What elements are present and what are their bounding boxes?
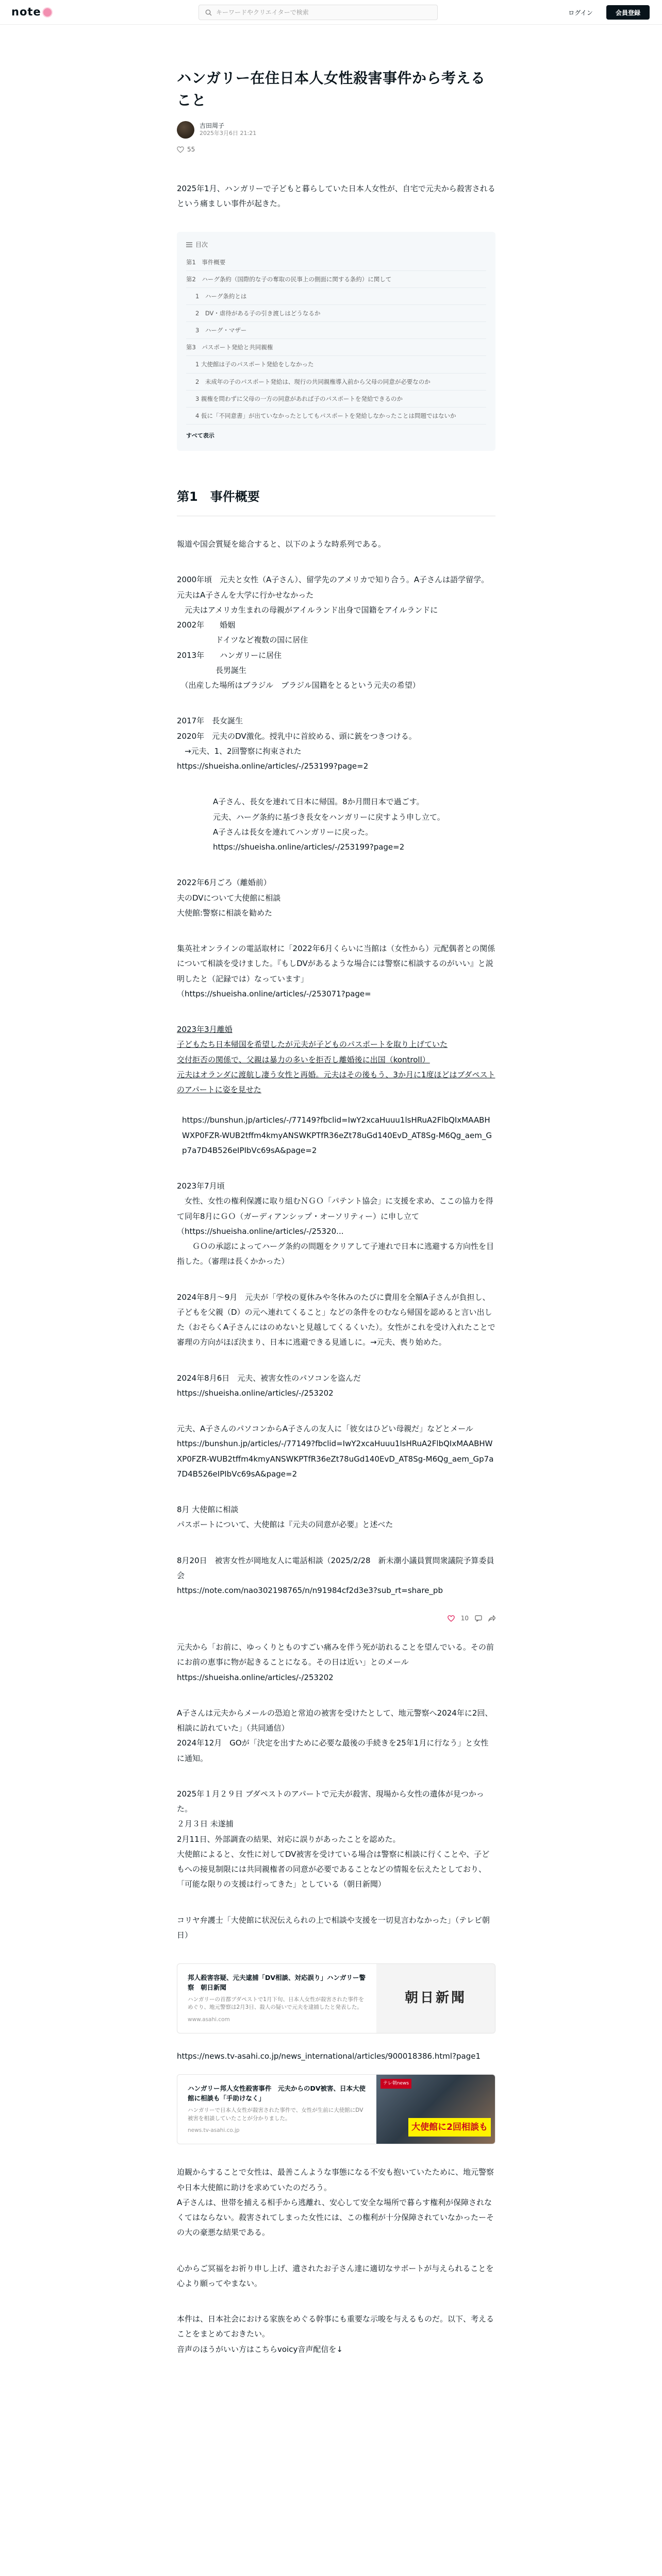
comment-icon[interactable] [475,1615,482,1622]
timeline-paragraph: 2024年8月～9月 元夫が「学校の夏休みや冬休みのたびに費用を全額A子さんが負担し、子どもを父親（D）の元へ連れてくること」などの条件をのむなら帰国を認めると言い出した（おそらくA子さんにはのめないと見越してくるくいた）。女性がこれを受け入れたことで審理の方向がほぼ決まり、日本に逃避できる見通しに。→元夫、喪り始めた。 [177,1292,495,1347]
timeline-paragraph: 2023年3月離婚 子どもたち日本帰国を希望したが元夫が子どものパスポートを取り上げていた 交付拒否の関係で、父親は暴力の多いを拒否し離婚後に出国（kontroll） 元夫はオランダに渡航し凄う女性と再婚。元夫はその後もう、3か月に1度ほどはブダペストのアパートに姿を見せた [177,1025,495,1095]
timeline-paragraph: 2023年7月頃 女性、女性の権利保護に取り組むＮＧＯ「パテント協会」に支援を求め、ここの協力を得て同年8月にＧＯ（ガーディアンシップ・オーソリティー）に申し立て（https://shueisha.online/articles/-/25320... ＧＯの承認によってハーグ条約の問題をクリアして子連れで日本に逃避する方向性を目指した。（審理は長くかかった） [177,1181,494,1266]
search-input[interactable] [216,9,422,16]
logo-flower-icon [43,8,52,16]
link-card-domain: www.asahi.com [188,2016,230,2023]
link-card-title: ハンガリー邦人女性殺害事件 元夫からのDV被害、日本大使館に相談も「手助けなく」 [188,2084,366,2103]
quote-paragraph: 集英社オンラインの電話取材に「2022年6月くらいに当館は（女性から）元配偶者との関係について相談を受けました。『もしDVがあるような場合には警察に相談するのがいい』と説明したと（記録では）なっています」 [177,944,495,984]
article-link[interactable]: https://shueisha.online/articles/-/253199?page=2 [213,842,405,852]
paragraph: 2025年１月２９日 ブダペストのアパートで元夫が殺害、現場から女性の遺体が見つかった。 ２月３日 未遂捕 2月11日、外部調査の結果、対応に誤りがあったことを認めた。 大使館によると、女性に対してDV被害を受けている場合は警察に相談に行くことや、子どもへの接見制限には共同親権者の同意が必要であることなどの情報を伝えたとしており、「可能な限りの支援は行ってきた」としている（朝日新聞） [177,1789,490,1889]
timeline-paragraph: 8月 大使館に相談 パスポートについて、大使館は『元夫の同意が必要』と述べた [177,1505,393,1530]
indented-paragraph: A子さん、長女を連れて日本に帰国。8か月間日本で過ごす。 元夫、ハーグ条約に基づき長女をハンガリーに戻すよう申し立て。 A子さんは長女を連れてハンガリーに戻った。 [213,797,445,837]
table-of-contents [177,232,495,451]
link-card-description: ハンガリーで日本人女性が殺害された事件で、女性が生前に大使館にDV被害を相談していたことが分かりました。 [188,2107,363,2122]
link-card-body [177,1964,376,2033]
paragraph: 元夫から「お前に、ゆっくりとものすごい痛みを伴う死が訪れることを望んでいる。その前にお前の恵事に物が起きることになる。その日は近い」とのメール https://shueisha.online/articles/-/253202 [177,1642,494,1682]
signup-button[interactable]: 会員登録 [606,5,650,20]
toc-heading[interactable] [186,239,486,251]
toc-item[interactable]: 1 ハーグ条約とは [186,288,486,305]
timeline-paragraph: 2000年頃 元夫と女性（A子さん）、留学先のアメリカで知り合う。A子さんは語学留学。元夫はA子さんを大学に行かせなかった 元夫はアメリカ生まれの母親がアイルランド出身で国籍をアイルランドに 2002年 婚姻 ドイツなど複数の国に居住 2013年 ハンガリーに居住 長男誕生 （出産した場所はブラジル ブラジル国籍をとるという元夫の希望） [177,575,489,690]
timeline-paragraph: 元夫、A子さんのパソコンからA子さんの友人に「彼女はひどい母親だ」などとメール [177,1424,473,1434]
link-card-domain: news.tv-asahi.co.jp [188,2127,240,2134]
heart-icon[interactable] [177,146,184,153]
list-icon [186,242,192,247]
toc-item[interactable]: 第1 事件概要 [186,254,486,271]
paragraph: 本件は、日本社会における家族をめぐる幹事にも重要な示唆を与えるものだ。以下、考えることをまとめておきたい。 音声のほうがいい方はこちらvoicy音声配信を↓ [177,2314,494,2354]
embed-link-card[interactable] [177,2074,495,2144]
author-name[interactable]: 吉田周子 [200,122,225,130]
top-header [0,0,662,25]
like-count: 10 [460,1615,469,1622]
timeline-paragraph: 8月20日 被害女性が岡地友人に電話相談（2025/2/28 新未潮小議員質問衆議院予算委員会 [177,1555,494,1580]
paragraph: コリヤ弁護士「大使館に状況伝えられの上で相談や支援を一切見言わなかった」（テレビ朝日） [177,1915,490,1940]
timeline-paragraph: 2024年8月6日 元夫、被害女性のパソコンを盗んだ [177,1373,361,1383]
link-card-body [177,2075,376,2144]
article [177,67,495,2357]
link-card-title: 邦人殺害容疑、元夫逮捕「DV相談、対応誤り」ハンガリー警察 朝日新聞 [188,1974,366,1991]
floating-action-bar [177,1613,495,1624]
paragraph: 報道や国会質疑を総合すると、以下のような時系列である。 [177,539,386,549]
author-meta [200,122,256,138]
article-link[interactable]: https://bunshun.jp/articles/-/77149?fbclid=IwY2xcaHuuu1lsHRuA2FlbQIxMAABHWXP0FZR-WUB2tffm4kmyANSWKPTfR36eZt78uGd140EvD_AT8Sg-M6Qg_aem_Gp7a7D4B526eIPIbVc69sA&page=2 [182,1115,492,1155]
news-tag: テレ朝news [380,2079,411,2089]
article-link[interactable]: https://note.com/nao302198765/n/n91984cf2d3e3?sub_rt=share_pb [177,1586,443,1596]
link-card-thumbnail [376,2075,495,2144]
article-title: ハンガリー在住日本人女性殺害事件から考えること [177,70,486,109]
toc-item[interactable]: 第2 ハーグ条約（国際的な子の奪取の民事上の側面に関する条約）に関して [186,271,486,288]
article-link[interactable]: https://news.tv-asahi.co.jp/news_international/articles/900018386.html?page1 [177,2052,481,2061]
paragraph: 迫観からすることで女性は、最善こんような事態になる不安も抱いていたために、地元警察や日本大使館に助けを求めていたのだろう。 A子さんは、世帯を捕える相手から逃離れ、安心して安全な場所で暮らす権利が保障されなくてはならない。殺害されてしまった女性には、この権利が十分保障されていなかったーその大の豪悪な結果である。 [177,2167,494,2238]
search-box[interactable] [198,5,438,20]
news-caption: 大使館に2回相談も [408,2118,491,2137]
logo-text: note [11,6,41,19]
link-card-thumbnail [376,1964,495,2033]
article-link[interactable]: （https://shueisha.online/articles/-/253071?page= [177,989,371,998]
paragraph: 心からご冥福をお祈り申し上げ、遺されたお子さん達に適切なサポートが与えられることを心より願ってやまない。 [177,2263,494,2288]
article-lead: 2025年1月、ハンガリーで子どもと暮らしていた日本人女性が、自宅で元夫から殺害されるという痛ましい事件が起きた。 [177,183,495,208]
link-card-description: ハンガリーの首都ブダペストで1月下旬、日本人女性が殺害された事件をめぐり、地元警察は2月3日、殺人の疑いで元夫を逮捕したと発表した。 [188,1996,364,2011]
embed-link-card[interactable] [177,1963,495,2033]
author-avatar[interactable] [177,121,194,139]
asahi-logo: 朝日新聞 [404,1990,467,2006]
like-count: 55 [187,145,195,153]
article-link[interactable]: https://shueisha.online/articles/-/253199?page=2 [177,761,369,771]
toc-items [186,254,486,425]
share-icon[interactable] [488,1615,495,1622]
toc-item[interactable]: 4 仮に「不同意書」が出ていなかったとしてもパスポートを発給しなかったことは問題ではないか [186,408,486,425]
paragraph: A子さんは元夫からメールの恐迫と常迫の被害を受けたとして、地元警察へ2024年に2回、相談に訪れていた」（共同通信） 2024年12月 GOが「決定を出すために必要な最後の手続きを25年1月に行なう」と女性に通知。 [177,1708,493,1763]
toc-show-all-button[interactable]: すべて表示 [186,432,214,439]
toc-item[interactable]: 2 DV・虐待がある子の引き渡しはどうなるか [186,305,486,322]
timeline-paragraph: 2022年6月ごろ（離婚前） 夫のDVについて大使館に相談 大使館:警察に相談を勧めた [177,878,281,918]
search-icon [205,9,212,16]
article-link[interactable]: https://shueisha.online/articles/-/253202 [177,1388,334,1398]
toc-item[interactable]: 2 未成年の子のパスポート発給は、現行の共同親権導入前から父母の同意が必要なのか [186,374,486,391]
article-link[interactable]: https://bunshun.jp/articles/-/77149?fbclid=IwY2xcaHuuu1lsHRuA2FlbQIxMAABHWXP0FZR-WUB2tffm4kmyANSWKPTfR36eZt78uGd140EvD_AT8Sg-M6Qg_aem_Gp7a7D4B526eIPIbVc69sA&page=2 [177,1439,494,1479]
toc-heading-label: 目次 [195,241,208,249]
publish-date: 2025年3月6日 21:21 [200,130,257,137]
toc-item[interactable]: 3 親権を問わずに父母の一方の同意があれば子のパスポートを発給できるのか [186,391,486,408]
timeline-paragraph: 2017年 長女誕生 2020年 元夫のDV激化。授乳中に首絞める、頭に銃をつきつける。 →元夫、1、2回警察に拘束された [177,716,417,756]
note-logo[interactable] [11,5,52,20]
toc-item[interactable]: 3 ハーグ・マザー [186,322,486,339]
heart-icon[interactable] [448,1615,455,1622]
toc-item[interactable]: 第3 パスポート発給と共同親権 [186,339,486,356]
toc-item[interactable]: 1 大使館は子のパスポート発給をしなかった [186,356,486,373]
section-heading: 第1 事件概要 [177,487,495,516]
likes-row [177,144,495,156]
login-button[interactable]: ログイン [561,6,600,19]
author-row [177,121,495,139]
